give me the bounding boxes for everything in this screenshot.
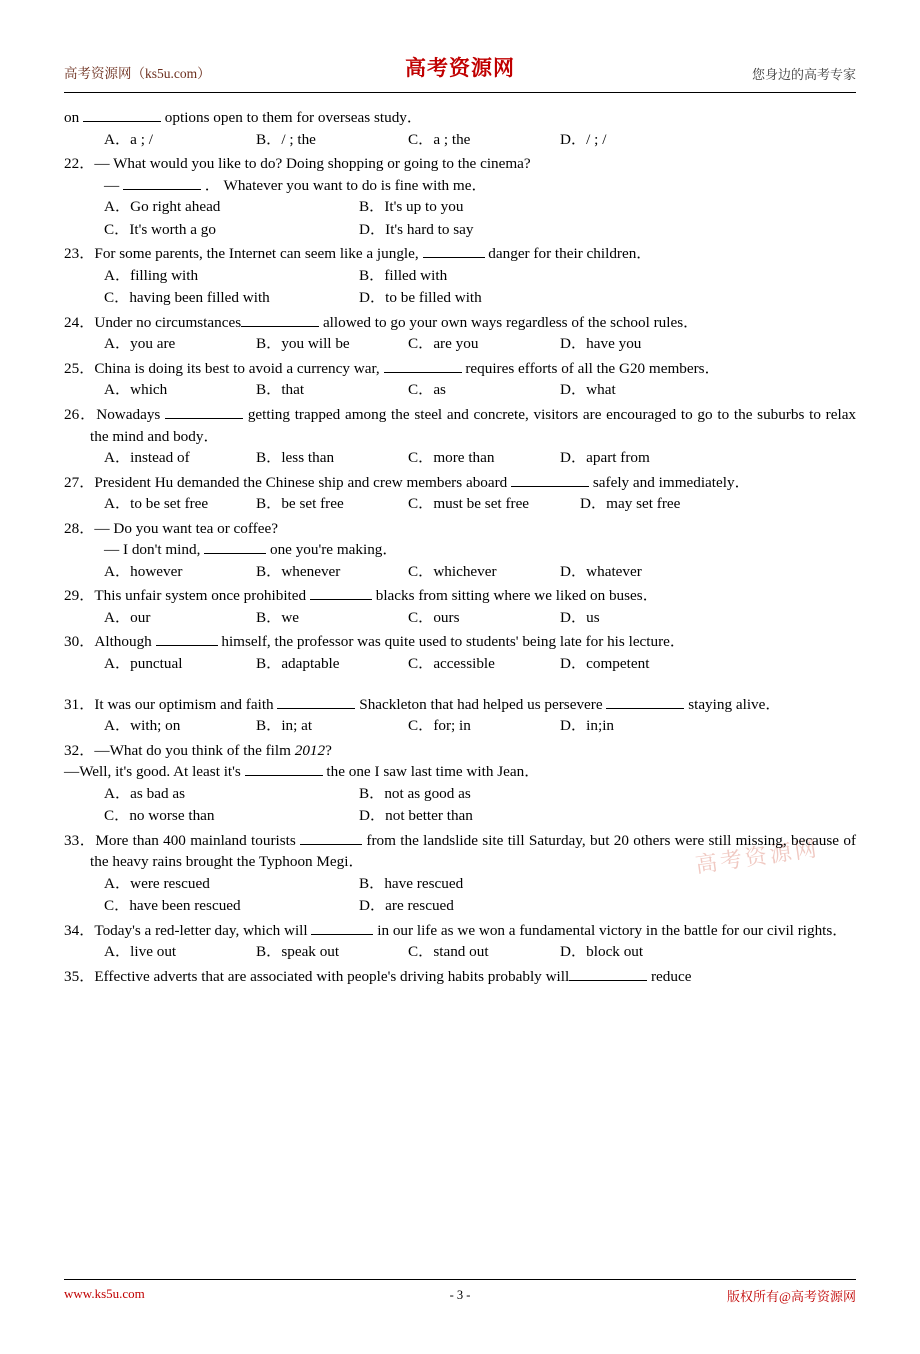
- option-row: [64, 379, 856, 402]
- option-row: [64, 783, 856, 806]
- page-header: [64, 52, 856, 93]
- option-row: [64, 129, 856, 152]
- question-stem: [64, 312, 856, 334]
- option-b[interactable]: B．in; at: [256, 717, 313, 735]
- question-subline: [64, 539, 856, 561]
- stem-text: — Do you want tea or coffee?: [94, 519, 278, 537]
- question-item: [64, 585, 856, 629]
- option-b[interactable]: B．adaptable: [256, 655, 340, 673]
- stem-text: — What would you like to do? Doing shopping or going to the cinema?: [94, 155, 531, 173]
- option-row: [64, 493, 856, 516]
- stem-text-pre: Today's a red-letter day, which will: [94, 921, 308, 939]
- option-b[interactable]: B．be set free: [256, 495, 344, 513]
- question-item: [64, 920, 856, 964]
- question-item: [64, 518, 856, 584]
- question-item: [64, 312, 856, 356]
- answer-blank: [165, 418, 243, 419]
- question-stem: [64, 631, 856, 653]
- stem-text-post: safely and immediately．: [592, 473, 750, 491]
- option-b[interactable]: B．we: [256, 608, 300, 626]
- header-logo-text: 高考资源网: [405, 56, 515, 80]
- answer-blank: [204, 553, 266, 554]
- option-d[interactable]: D．apart from: [560, 449, 650, 467]
- option-row: [64, 447, 856, 470]
- answer-blank: [423, 257, 485, 258]
- question-stem: [64, 107, 856, 129]
- footer-copyright: 版权所有@高考资源网: [727, 1289, 856, 1304]
- option-row: [64, 287, 856, 310]
- subline-pre: — I don't mind,: [104, 541, 201, 559]
- option-c[interactable]: C．accessible: [408, 655, 495, 673]
- question-number: 32．: [64, 741, 95, 759]
- page-footer: [64, 1279, 856, 1308]
- answer-blank: [569, 980, 647, 981]
- option-a[interactable]: A．with; on: [104, 717, 181, 735]
- stem-text-post: reduce: [651, 967, 692, 985]
- option-a[interactable]: A．were rescued: [104, 874, 210, 892]
- subline-post: one you're making．: [269, 541, 398, 559]
- question-subline: [64, 175, 856, 197]
- option-a[interactable]: A．our: [104, 608, 151, 626]
- option-row: [64, 219, 856, 242]
- option-c[interactable]: C．more than: [408, 449, 495, 467]
- option-a[interactable]: A．which: [104, 381, 168, 399]
- question-item: [64, 830, 856, 918]
- option-d[interactable]: D．what: [560, 381, 616, 399]
- answer-blank: [277, 708, 355, 709]
- question-number: 22．: [64, 155, 95, 173]
- stem-text-post: allowed to go your own ways regardless of the school rules．: [322, 313, 699, 331]
- question-number: 27．: [64, 473, 95, 491]
- option-d[interactable]: D．in;in: [560, 717, 615, 735]
- page-number: - 3 -: [449, 1288, 471, 1302]
- option-a[interactable]: A．instead of: [104, 449, 190, 467]
- answer-blank: [511, 486, 589, 487]
- question-stem: [64, 243, 856, 265]
- option-row: [64, 653, 856, 676]
- answer-blank: [310, 599, 372, 600]
- question-number: 35．: [64, 967, 95, 985]
- option-d[interactable]: D．block out: [560, 943, 644, 961]
- option-b[interactable]: B．whenever: [256, 562, 341, 580]
- question-item: [64, 107, 856, 151]
- option-c[interactable]: C．a ; the: [408, 130, 471, 148]
- option-row: [64, 333, 856, 356]
- option-row: [64, 941, 856, 964]
- option-a[interactable]: A．filling with: [104, 266, 199, 284]
- subline-pre: —: [104, 176, 120, 194]
- option-row: [64, 895, 856, 918]
- question-stem: [64, 966, 856, 988]
- question-number: 33．: [64, 831, 96, 849]
- subline-pre: —Well, it's good. At least it's: [64, 763, 241, 781]
- question-number: 25．: [64, 359, 95, 377]
- option-d[interactable]: D．It's hard to say: [359, 220, 474, 238]
- question-stem: [64, 694, 856, 716]
- watermark: 高考资源网: [693, 836, 822, 879]
- stem-text-post: from the landslide site till Saturday, but 20 others were still missing, because of the heavy rains brought the Typhoon Megi．: [90, 831, 857, 871]
- option-b[interactable]: B．you will be: [256, 335, 350, 353]
- option-d[interactable]: D．us: [560, 608, 600, 626]
- option-d[interactable]: D．are rescued: [359, 897, 454, 915]
- stem-text-post: staying alive．: [688, 695, 781, 713]
- option-d[interactable]: D．have you: [560, 335, 642, 353]
- question-item: [64, 740, 856, 828]
- option-b[interactable]: B．that: [256, 381, 305, 399]
- option-d[interactable]: D．may set free: [580, 495, 681, 513]
- option-c[interactable]: C．no worse than: [104, 807, 215, 825]
- answer-blank: [606, 708, 684, 709]
- footer-url[interactable]: www.ks5u.com: [64, 1286, 145, 1301]
- stem-text-post: options open to them for overseas study．: [164, 109, 423, 126]
- option-c[interactable]: C．stand out: [408, 943, 489, 961]
- option-b[interactable]: B．/ ; the: [256, 130, 316, 148]
- question-stem: [64, 358, 856, 380]
- question-number: 26．: [64, 405, 97, 423]
- option-a[interactable]: A．you are: [104, 335, 176, 353]
- option-c[interactable]: C．as: [408, 381, 446, 399]
- option-d[interactable]: D．whatever: [560, 562, 642, 580]
- answer-blank: [311, 934, 373, 935]
- option-row: [64, 715, 856, 738]
- question-item: [64, 404, 856, 470]
- header-slogan: 您身边的高考专家: [751, 67, 856, 82]
- stem-text-mid: Shackleton that had helped us persevere: [359, 695, 603, 713]
- question-item: [64, 472, 856, 516]
- option-d[interactable]: D．to be filled with: [359, 289, 482, 307]
- stem-text-pre: President Hu demanded the Chinese ship and crew members aboard: [94, 473, 508, 491]
- answer-blank: [83, 121, 161, 122]
- question-item: [64, 631, 856, 675]
- question-stem: [64, 518, 856, 540]
- subline-post: the one I saw last time with Jean．: [326, 763, 540, 781]
- option-b[interactable]: B．less than: [256, 449, 335, 467]
- question-item: [64, 153, 856, 241]
- question-stem: [64, 830, 856, 873]
- option-c[interactable]: C．ours: [408, 608, 460, 626]
- stem-text-pre: on: [64, 109, 80, 126]
- stem-text-post: ?: [325, 741, 332, 759]
- answer-blank: [245, 775, 323, 776]
- answer-blank: [123, 189, 201, 190]
- stem-text-post: danger for their children．: [488, 245, 652, 263]
- stem-text-pre: —What do you think of the film: [94, 741, 295, 759]
- option-row: [64, 607, 856, 630]
- option-a[interactable]: A．Go right ahead: [104, 198, 221, 216]
- stem-text-pre: This unfair system once prohibited: [94, 587, 307, 605]
- option-c[interactable]: C．have been rescued: [104, 897, 241, 915]
- option-row: [64, 196, 856, 219]
- option-d[interactable]: D．not better than: [359, 807, 473, 825]
- option-a[interactable]: A．a ; /: [104, 130, 153, 148]
- option-c[interactable]: C．must be set free: [408, 495, 530, 513]
- option-c[interactable]: C．It's worth a go: [104, 220, 216, 238]
- question-number: 28．: [64, 519, 95, 537]
- stem-text-pre: More than 400 mainland tourists: [95, 831, 296, 849]
- option-a[interactable]: A．to be set free: [104, 495, 209, 513]
- stem-text-post: requires efforts of all the G20 members．: [465, 359, 720, 377]
- question-number: 24．: [64, 313, 95, 331]
- question-item: [64, 243, 856, 310]
- option-c[interactable]: C．are you: [408, 335, 479, 353]
- question-stem: [64, 404, 856, 447]
- option-b[interactable]: B．speak out: [256, 943, 340, 961]
- subline-post: ． Whatever you want to do is fine with me．: [204, 176, 487, 194]
- stem-text-pre: Under no circumstances: [94, 313, 242, 331]
- stem-text-post: blacks from sitting where we liked on buses．: [375, 587, 658, 605]
- option-a[interactable]: A．punctual: [104, 655, 183, 673]
- header-site-name: 高考资源网（ks5u.com）: [64, 66, 211, 81]
- option-d[interactable]: D．competent: [560, 655, 650, 673]
- option-c[interactable]: C．for; in: [408, 717, 471, 735]
- question-stem: [64, 472, 856, 494]
- question-number: 31．: [64, 695, 95, 713]
- option-b[interactable]: B．filled with: [359, 266, 448, 284]
- option-a[interactable]: A．as bad as: [104, 784, 185, 802]
- option-c[interactable]: C．having been filled with: [104, 289, 270, 307]
- question-number: 29．: [64, 587, 95, 605]
- stem-text-post: getting trapped among the steel and concrete, visitors are encouraged to go to the suburbs to relax the mind and body．: [90, 405, 857, 445]
- document-page: [0, 52, 920, 1354]
- stem-text-pre: It was our optimism and faith: [94, 695, 274, 713]
- stem-text-post: himself, the professor was quite used to students' being late for his lecture．: [221, 633, 686, 651]
- stem-text-post: in our life as we won a fundamental victory in the battle for our civil rights．: [377, 921, 848, 939]
- option-c[interactable]: C．whichever: [408, 562, 497, 580]
- question-stem: [64, 585, 856, 607]
- option-a[interactable]: A．however: [104, 562, 183, 580]
- question-item: [64, 966, 856, 988]
- section-spacer: [64, 678, 856, 694]
- question-stem: [64, 740, 856, 762]
- question-number: 23．: [64, 245, 95, 263]
- question-item: [64, 694, 856, 738]
- stem-text-pre: For some parents, the Internet can seem like a jungle,: [94, 245, 419, 263]
- film-title: 2012: [294, 741, 326, 759]
- option-row: [64, 561, 856, 584]
- question-stem: [64, 920, 856, 942]
- question-stem: [64, 153, 856, 175]
- option-a[interactable]: A．live out: [104, 943, 177, 961]
- question-item: [64, 358, 856, 402]
- option-b[interactable]: B．have rescued: [359, 874, 464, 892]
- stem-text-pre: Nowadays: [96, 405, 161, 423]
- answer-blank: [300, 844, 362, 845]
- option-b[interactable]: B．not as good as: [359, 784, 471, 802]
- question-list: [64, 107, 856, 988]
- question-number: 34．: [64, 921, 95, 939]
- question-subline: [64, 761, 856, 783]
- answer-blank: [241, 326, 319, 327]
- question-number: 30．: [64, 633, 95, 651]
- stem-text-pre: Although: [94, 633, 152, 651]
- answer-blank: [156, 645, 218, 646]
- stem-text-pre: Effective adverts that are associated with people's driving habits probably will: [94, 967, 570, 985]
- option-d[interactable]: D．/ ; /: [560, 130, 607, 148]
- option-row: [64, 805, 856, 828]
- option-row: [64, 265, 856, 288]
- option-row: [64, 873, 856, 896]
- answer-blank: [384, 372, 462, 373]
- stem-text-pre: China is doing its best to avoid a currency war,: [94, 359, 380, 377]
- option-b[interactable]: B．It's up to you: [359, 198, 464, 216]
